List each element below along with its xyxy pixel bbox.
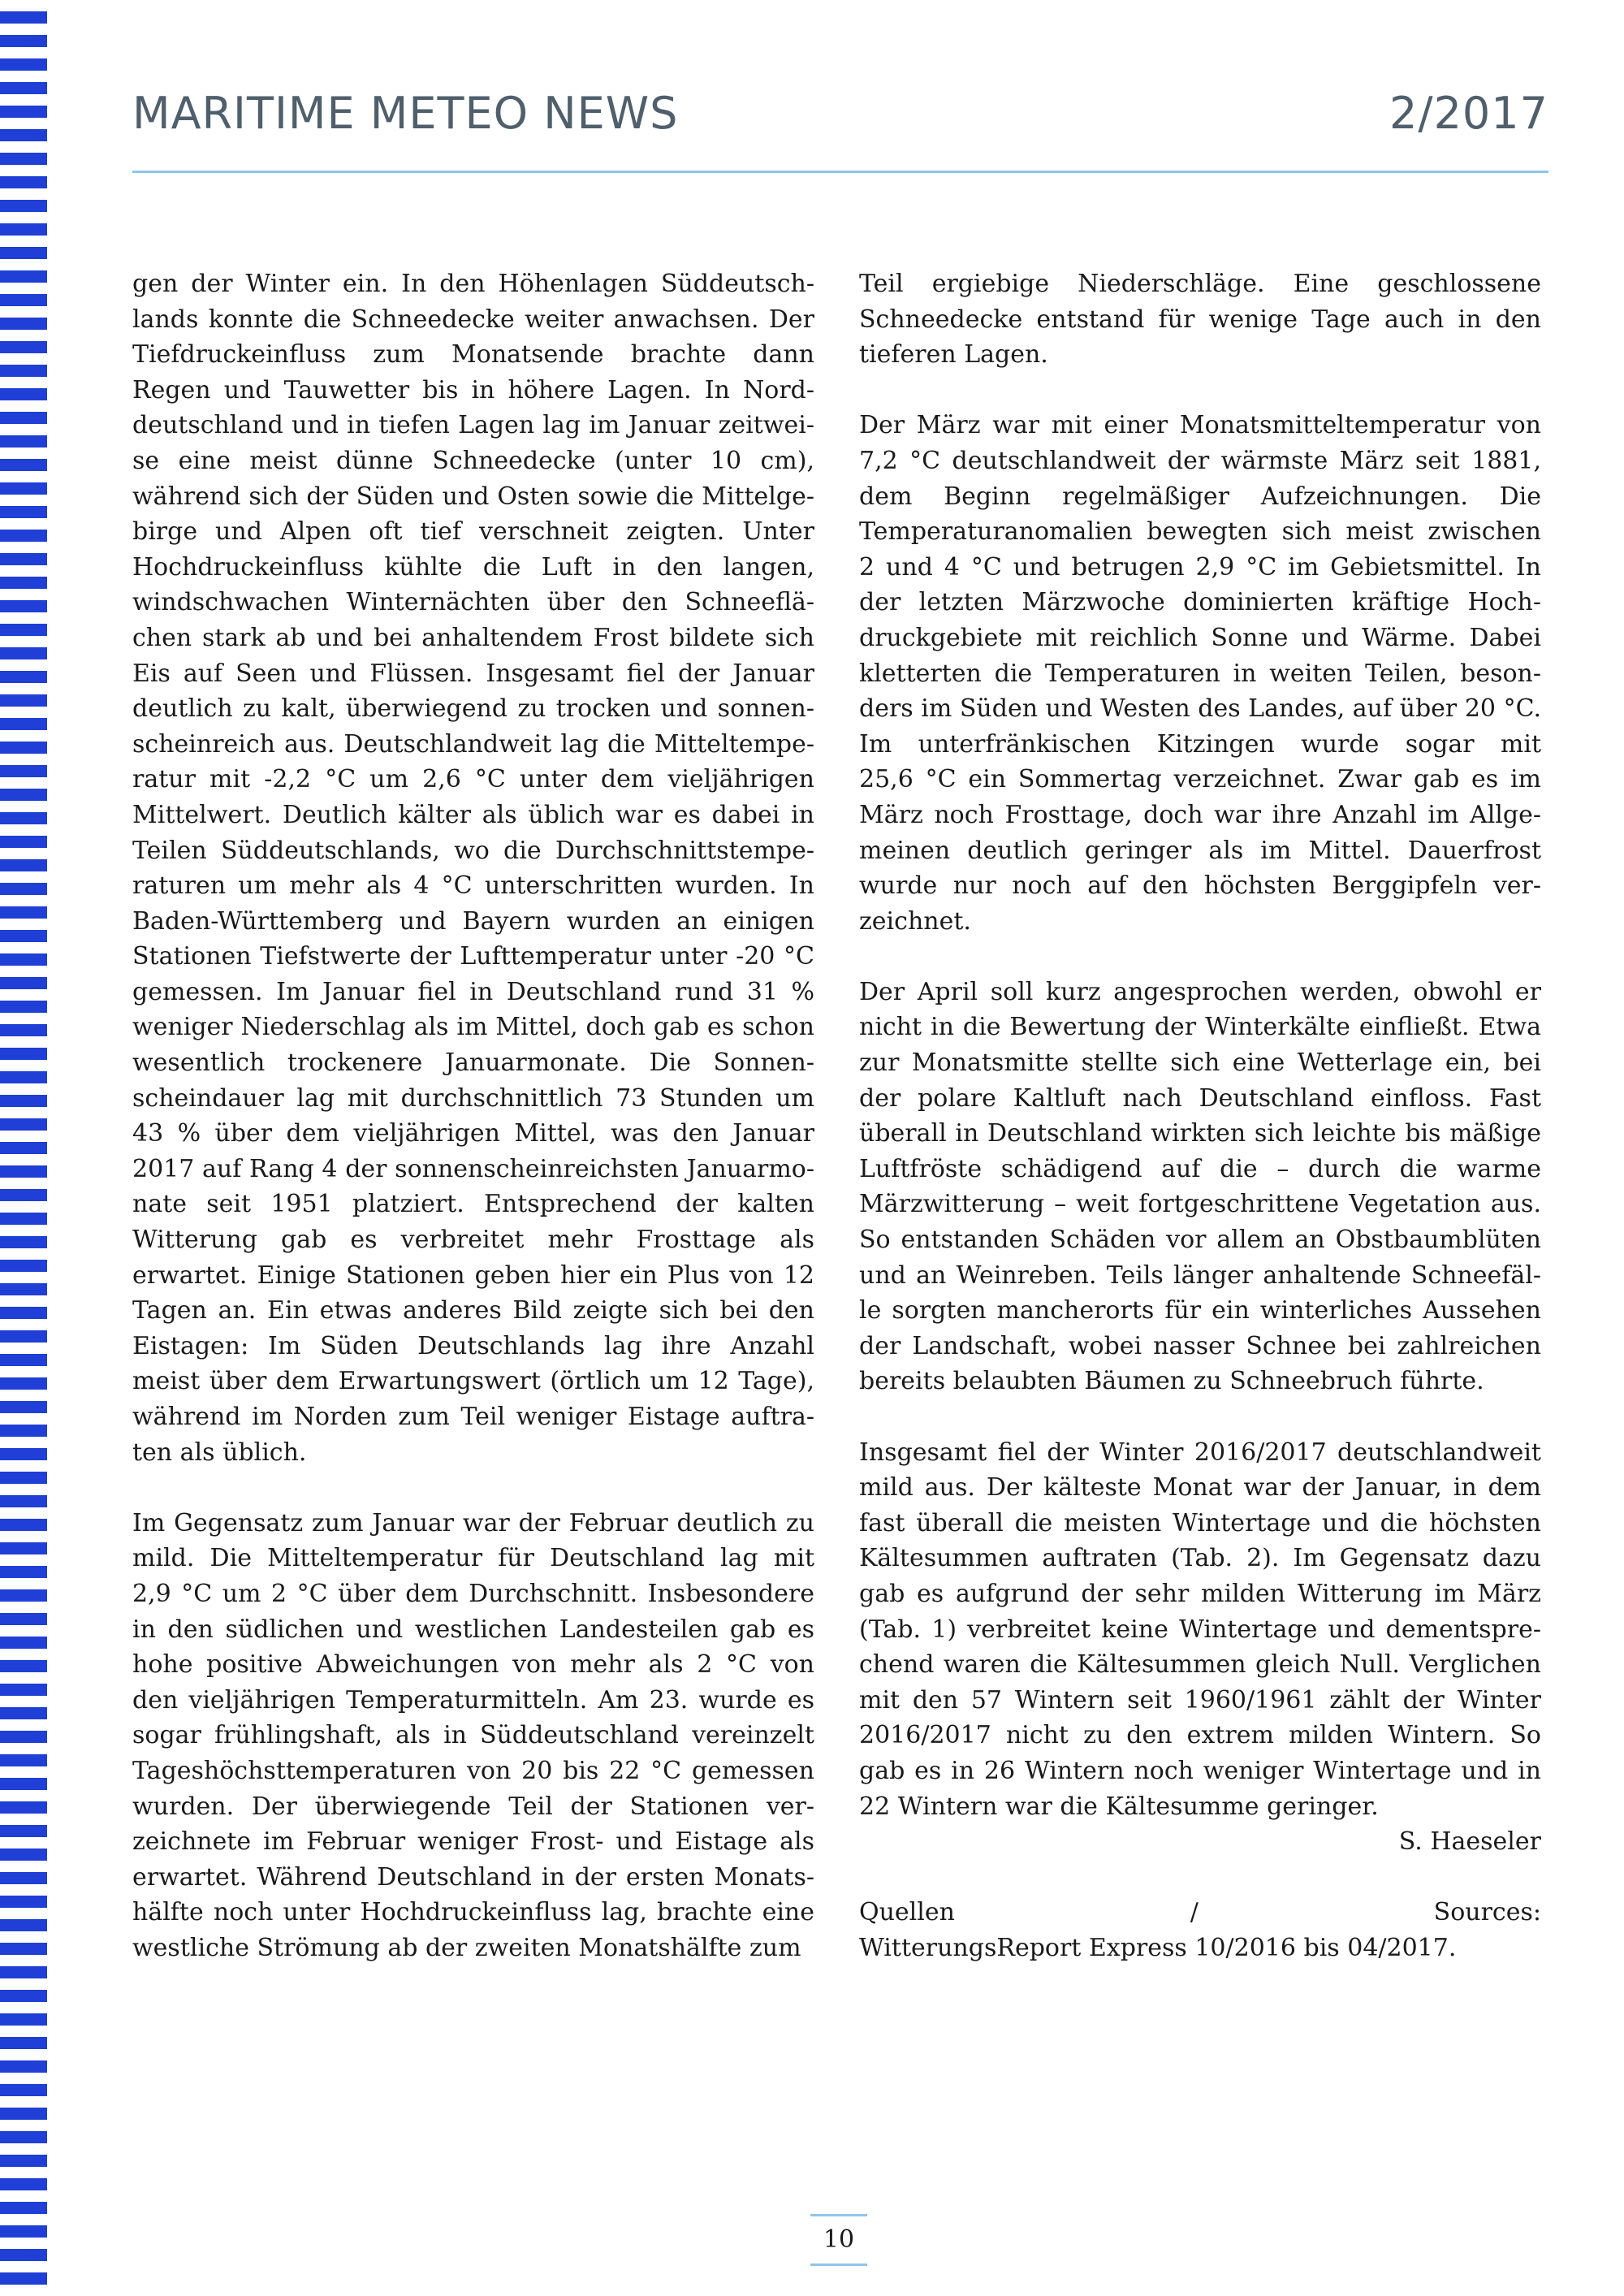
text-line: ten als üblich.	[132, 1438, 307, 1467]
text-line: mild aus. Der kälteste Monat war der Januar, in dem	[859, 1473, 1541, 1503]
side-stripe-decoration	[0, 0, 47, 2296]
text-line: gab es aufgrund der sehr milden Witterung im März	[859, 1579, 1541, 1608]
text-line: überall in Deutschland wirkten sich leichte bis mäßige	[859, 1119, 1541, 1148]
text-line: Kältesummen auftraten (Tab. 2). Im Gegensatz dazu	[859, 1544, 1541, 1573]
text-line: Teil ergiebige Niederschläge. Eine geschlossene	[859, 270, 1541, 298]
text-line: Tagen an. Ein etwas anderes Bild zeigte sich bei den	[132, 1296, 814, 1325]
text-line: Eis auf Seen und Flüssen. Insgesamt fiel der Januar	[132, 659, 814, 688]
text-line: Tageshöchsttemperaturen von 20 bis 22 °C gemessen	[132, 1756, 814, 1785]
text-line: Temperaturanomalien bewegten sich meist zwischen	[859, 517, 1541, 547]
text-line: So entstanden Schäden vor allem an Obstbaumblüten	[859, 1226, 1541, 1255]
text-line: Regen und Tauwetter bis in höhere Lagen. In Nord-	[132, 375, 814, 404]
text-line: den vieljährigen Temperaturmitteln. Am 23. wurde es	[132, 1685, 814, 1714]
text-line: Im unterfränkischen Kitzingen wurde sogar mit	[859, 729, 1541, 759]
text-line: gemessen. Im Januar fiel in Deutschland rund 31 %	[132, 977, 814, 1006]
right-text-column	[859, 266, 1541, 1966]
text-line: Schneedecke entstand für wenige Tage auch in den	[859, 305, 1541, 334]
text-line: windschwachen Winternächten über den Schneeflä-	[132, 588, 814, 617]
text-line: nicht in die Bewertung der Winterkälte einfließt. Etwa	[859, 1013, 1541, 1042]
paragraph	[859, 408, 1541, 939]
text-line: deutschland und in tiefen Lagen lag im Januar zeitwei-	[132, 411, 814, 440]
text-line: meinen deutlich geringer als im Mittel. Dauerfrost	[859, 836, 1541, 865]
publication-title: MARITIME METEO NEWS	[132, 88, 679, 139]
text-line: zeichnete im Februar weniger Frost- und Eistage als	[132, 1827, 814, 1857]
text-line: Stationen Tiefstwerte der Lufttemperatur unter -20 °C	[132, 942, 814, 971]
text-line: bereits belaubten Bäumen zu Schneebruch führte.	[859, 1367, 1484, 1396]
text-line: Quellen / Sources:	[859, 1898, 1541, 1927]
issue-number: 2/2017	[1389, 88, 1548, 139]
text-line: gab es in 26 Wintern noch weniger Wintertage und in	[859, 1756, 1541, 1785]
text-line: in den südlichen und westlichen Landesteilen gab es	[132, 1615, 814, 1644]
text-line: wurden. Der überwiegende Teil der Stationen ver-	[132, 1792, 814, 1821]
text-line: Witterung gab es verbreitet mehr Frosttage als	[132, 1226, 814, 1255]
text-line: 2016/2017 nicht zu den extrem milden Wintern. So	[859, 1721, 1541, 1750]
left-text-column	[132, 266, 814, 1966]
text-line: Luftfröste schädigend auf die – durch die warme	[859, 1154, 1541, 1183]
text-line: chen stark ab und bei anhaltendem Frost bildete sich	[132, 623, 814, 652]
author-signature: S. Haeseler	[1398, 1827, 1541, 1857]
text-line: (Tab. 1) verbreitet keine Wintertage und dementspre-	[859, 1615, 1541, 1644]
text-line: zeichnet.	[859, 906, 971, 936]
text-line: birge und Alpen oft tief verschneit zeigten. Unter	[132, 517, 814, 547]
text-line: Märzwitterung – weit fortgeschrittene Vegetation aus.	[859, 1190, 1541, 1219]
text-line: 2017 auf Rang 4 der sonnenscheinreichsten Januarmo-	[132, 1154, 814, 1183]
text-line: Der April soll kurz angesprochen werden, obwohl er	[859, 977, 1541, 1006]
paragraph	[859, 975, 1541, 1399]
text-line: hälfte noch unter Hochdruckeinfluss lag, brachte eine	[132, 1898, 814, 1927]
text-line: westliche Strömung ab der zweiten Monatshälfte zum	[132, 1933, 801, 1962]
text-line: wesentlich trockenere Januarmonate. Die Sonnen-	[132, 1049, 814, 1078]
text-line: lands konnte die Schneedecke weiter anwachsen. Der	[132, 305, 814, 334]
text-line: druckgebiete mit reichlich Sonne und Wärme. Dabei	[859, 623, 1541, 652]
text-line: Eistagen: Im Süden Deutschlands lag ihre Anzahl	[132, 1331, 814, 1360]
page-number: 10	[810, 2214, 867, 2266]
text-line: fast überall die meisten Wintertage und die höchsten	[859, 1508, 1541, 1537]
text-line: sogar frühlingshaft, als in Süddeutschland vereinzelt	[132, 1721, 814, 1750]
text-line: WitterungsReport Express 10/2016 bis 04/2017.	[859, 1933, 1457, 1962]
text-line: dem Beginn regelmäßiger Aufzeichnungen. Die	[859, 482, 1541, 511]
text-line: se eine meist dünne Schneedecke (unter 10 cm),	[132, 446, 814, 475]
text-line: Der März war mit einer Monatsmitteltemperatur von	[859, 411, 1541, 440]
text-line: 2 und 4 °C und betrugen 2,9 °C im Gebietsmittel. In	[859, 552, 1541, 582]
text-line: ratur mit -2,2 °C um 2,6 °C unter dem vieljährigen	[132, 765, 814, 794]
text-line: während im Norden zum Teil weniger Eistage auftra-	[132, 1403, 814, 1431]
text-line: während sich der Süden und Osten sowie die Mittelge-	[132, 482, 814, 511]
text-line: hohe positive Abweichungen von mehr als 2 °C von	[132, 1650, 814, 1680]
text-line: mild. Die Mitteltemperatur für Deutschland lag mit	[132, 1544, 814, 1573]
text-line: mit den 57 Wintern seit 1960/1961 zählt der Winter	[859, 1685, 1541, 1714]
page-header	[132, 81, 1548, 173]
text-line: Teilen Süddeutschlands, wo die Durchschnittstempe-	[132, 836, 814, 865]
text-line: Tiefdruckeinfluss zum Monatsende brachte dann	[132, 340, 814, 370]
text-line: scheindauer lag mit durchschnittlich 73 Stunden um	[132, 1083, 814, 1113]
text-line: Im Gegensatz zum Januar war der Februar deutlich zu	[132, 1508, 814, 1537]
text-line: Insgesamt fiel der Winter 2016/2017 deutschlandweit	[859, 1438, 1541, 1467]
text-line: der letzten Märzwoche dominierten kräftige Hoch-	[859, 588, 1541, 617]
text-line: Mittelwert. Deutlich kälter als üblich war es dabei in	[132, 800, 814, 829]
text-line: der polare Kaltluft nach Deutschland einfloss. Fast	[859, 1083, 1541, 1113]
text-line: deutlich zu kalt, überwiegend zu trocken und sonnen-	[132, 694, 814, 724]
text-line: 2,9 °C um 2 °C über dem Durchschnitt. Insbesondere	[132, 1579, 814, 1608]
text-line: März noch Frosttage, doch war ihre Anzahl im Allge-	[859, 800, 1541, 829]
text-line: chend waren die Kältesummen gleich Null. Verglichen	[859, 1650, 1541, 1680]
text-line: Hochdruckeinfluss kühlte die Luft in den langen,	[132, 552, 814, 582]
text-line: Baden-Württemberg und Bayern wurden an einigen	[132, 906, 814, 936]
text-line: meist über dem Erwartungswert (örtlich um 12 Tage),	[132, 1367, 814, 1396]
text-line: der Landschaft, wobei nasser Schnee bei zahlreichen	[859, 1331, 1541, 1360]
text-line: erwartet. Einige Stationen geben hier ein Plus von 12	[132, 1260, 814, 1290]
text-line: nate seit 1951 platziert. Entsprechend der kalten	[132, 1190, 814, 1219]
text-line: 25,6 °C ein Sommertag verzeichnet. Zwar gab es im	[859, 765, 1541, 794]
paragraph	[859, 266, 1541, 373]
text-line: und an Weinreben. Teils länger anhaltende Schneefäl-	[859, 1260, 1541, 1290]
text-line: zur Monatsmitte stellte sich eine Wetterlage ein, bei	[859, 1049, 1541, 1078]
text-line: raturen um mehr als 4 °C unterschritten wurden. In	[132, 871, 814, 901]
text-line: 7,2 °C deutschlandweit der wärmste März seit 1881,	[859, 446, 1541, 475]
paragraph	[132, 1506, 814, 1966]
paragraph	[132, 266, 814, 1470]
text-line: le sorgten mancherorts für ein winterliches Aussehen	[859, 1296, 1541, 1325]
text-line: erwartet. Während Deutschland in der ersten Monats-	[132, 1862, 814, 1892]
text-line: wurde nur noch auf den höchsten Berggipfeln ver-	[859, 871, 1541, 901]
text-line: ders im Süden und Westen des Landes, auf über 20 °C.	[859, 694, 1541, 724]
text-line: scheinreich aus. Deutschlandweit lag die Mitteltempe-	[132, 729, 814, 759]
text-line: weniger Niederschlag als im Mittel, doch gab es schon	[132, 1013, 814, 1042]
text-line: tieferen Lagen.	[859, 340, 1048, 370]
paragraph	[859, 1895, 1541, 1965]
paragraph	[859, 1435, 1541, 1860]
text-line: 22 Wintern war die Kältesumme geringer.	[859, 1792, 1379, 1821]
text-line: kletterten die Temperaturen in weiten Teilen, beson-	[859, 659, 1541, 688]
text-line: 43 % über dem vieljährigen Mittel, was den Januar	[132, 1119, 814, 1148]
text-line: gen der Winter ein. In den Höhenlagen Süddeutsch-	[132, 270, 814, 298]
